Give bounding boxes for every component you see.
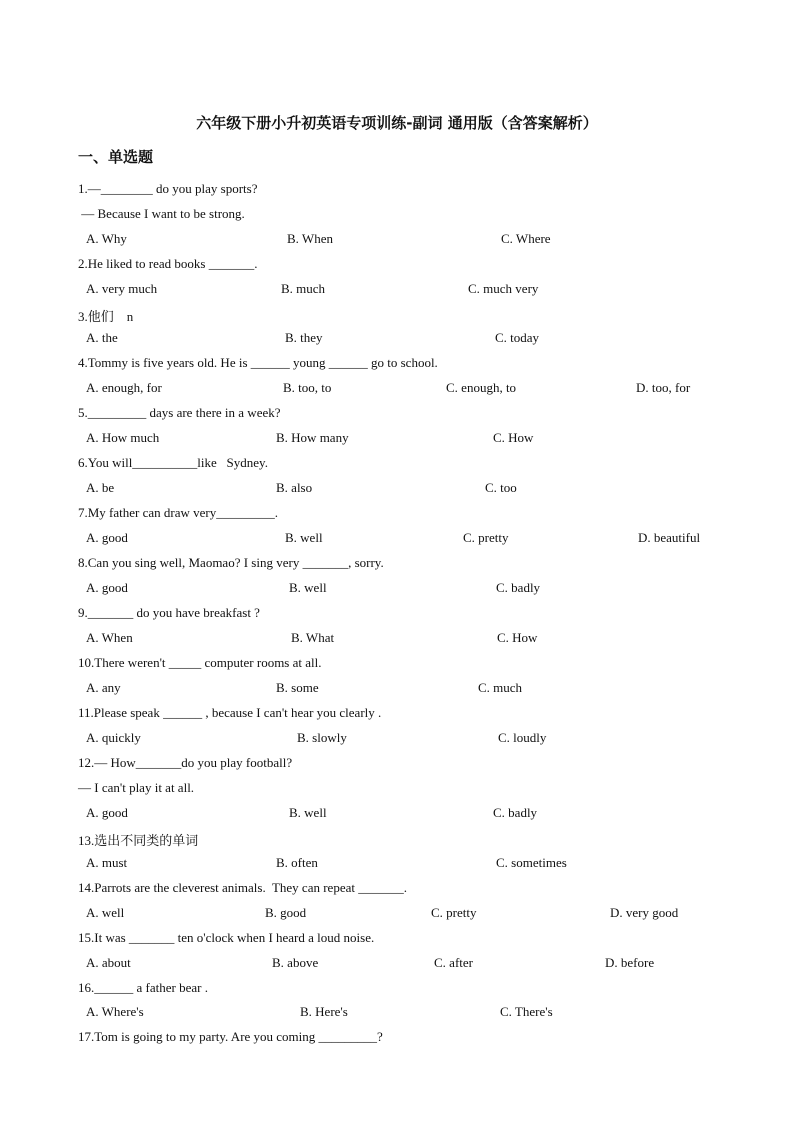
answer-option: B. well <box>289 580 327 595</box>
answer-option: D. too, for <box>636 380 691 395</box>
page-title: 六年级下册小升初英语专项训练-副词 通用版（含答案解析） <box>196 114 598 132</box>
answer-option: B. good <box>265 905 307 920</box>
answer-option: C. pretty <box>463 530 509 545</box>
answer-option: A. good <box>86 580 128 595</box>
answer-option: A. enough, for <box>86 380 162 395</box>
answer-option: A. be <box>86 480 115 495</box>
question-text: 1.—________ do you play sports? <box>78 181 258 196</box>
answer-option: C. much <box>478 680 523 695</box>
answer-option: C. after <box>434 955 473 970</box>
answer-option: A. When <box>86 630 133 645</box>
answer-option: C. too <box>485 480 517 495</box>
section-heading: 一、单选题 <box>78 148 154 166</box>
answer-option: C. sometimes <box>496 855 567 870</box>
answer-option: C. How <box>497 630 538 645</box>
answer-option: C. enough, to <box>446 380 517 395</box>
question-text: 6.You will__________like Sydney. <box>78 455 268 470</box>
answer-option: B. often <box>276 855 318 870</box>
question-text: 5._________ days are there in a week? <box>78 405 281 420</box>
answer-option: B. some <box>276 680 319 695</box>
question-text: 3.他们 n <box>78 309 134 324</box>
question-subline: — Because I want to be strong. <box>78 206 245 221</box>
answer-option: B. they <box>285 330 323 345</box>
answer-option: B. above <box>272 955 319 970</box>
answer-option: A. well <box>86 905 125 920</box>
answer-option: A. Why <box>86 231 127 246</box>
answer-option: C. badly <box>496 580 541 595</box>
question-text: 11.Please speak ______ , because I can't hear you clearly . <box>78 705 382 720</box>
answer-option: C. much very <box>468 281 539 296</box>
answer-option: C. loudly <box>498 730 547 745</box>
question-text: 8.Can you sing well, Maomao? I sing very _______, sorry. <box>78 555 384 570</box>
answer-option: A. about <box>86 955 131 970</box>
answer-option: C. pretty <box>431 905 477 920</box>
answer-option: B. also <box>276 480 313 495</box>
question-text: 16.______ a father bear . <box>78 980 208 995</box>
answer-option: A. Where's <box>86 1004 144 1019</box>
answer-option: C. How <box>493 430 534 445</box>
answer-option: D. very good <box>610 905 679 920</box>
answer-option: A. very much <box>86 281 158 296</box>
answer-option: B. How many <box>276 430 349 445</box>
question-text: 4.Tommy is five years old. He is ______ young ______ go to school. <box>78 355 438 370</box>
question-text: 7.My father can draw very_________. <box>78 505 278 520</box>
answer-option: C. today <box>495 330 540 345</box>
answer-option: B. Here's <box>300 1004 348 1019</box>
answer-option: A. good <box>86 805 128 820</box>
question-text: 12.— How_______do you play football? <box>78 755 293 770</box>
question-subline: — I can't play it at all. <box>78 780 195 795</box>
answer-option: B. too, to <box>283 380 332 395</box>
answer-option: C. badly <box>493 805 538 820</box>
answer-option: A. the <box>86 330 118 345</box>
answer-option: A. How much <box>86 430 160 445</box>
question-text: 2.He liked to read books _______. <box>78 256 258 271</box>
answer-option: A. any <box>86 680 121 695</box>
question-text: 15.It was _______ ten o'clock when I heard a loud noise. <box>78 930 375 945</box>
question-text: 10.There weren't _____ computer rooms at all. <box>78 655 322 670</box>
answer-option: B. well <box>285 530 323 545</box>
answer-option: A. good <box>86 530 128 545</box>
answer-option: B. slowly <box>297 730 347 745</box>
answer-option: B. well <box>289 805 327 820</box>
answer-option: B. What <box>291 630 335 645</box>
answer-option: A. must <box>86 855 128 870</box>
question-text: 9._______ do you have breakfast ? <box>78 605 260 620</box>
answer-option: B. much <box>281 281 326 296</box>
answer-option: D. beautiful <box>638 530 701 545</box>
answer-option: D. before <box>605 955 655 970</box>
answer-option: C. There's <box>500 1004 553 1019</box>
question-text: 14.Parrots are the cleverest animals. They can repeat _______. <box>78 880 407 895</box>
answer-option: C. Where <box>501 231 551 246</box>
question-text: 17.Tom is going to my party. Are you coming _________? <box>78 1029 383 1044</box>
answer-option: B. When <box>287 231 333 246</box>
answer-option: A. quickly <box>86 730 141 745</box>
question-text: 13.选出不同类的单词 <box>78 833 199 848</box>
